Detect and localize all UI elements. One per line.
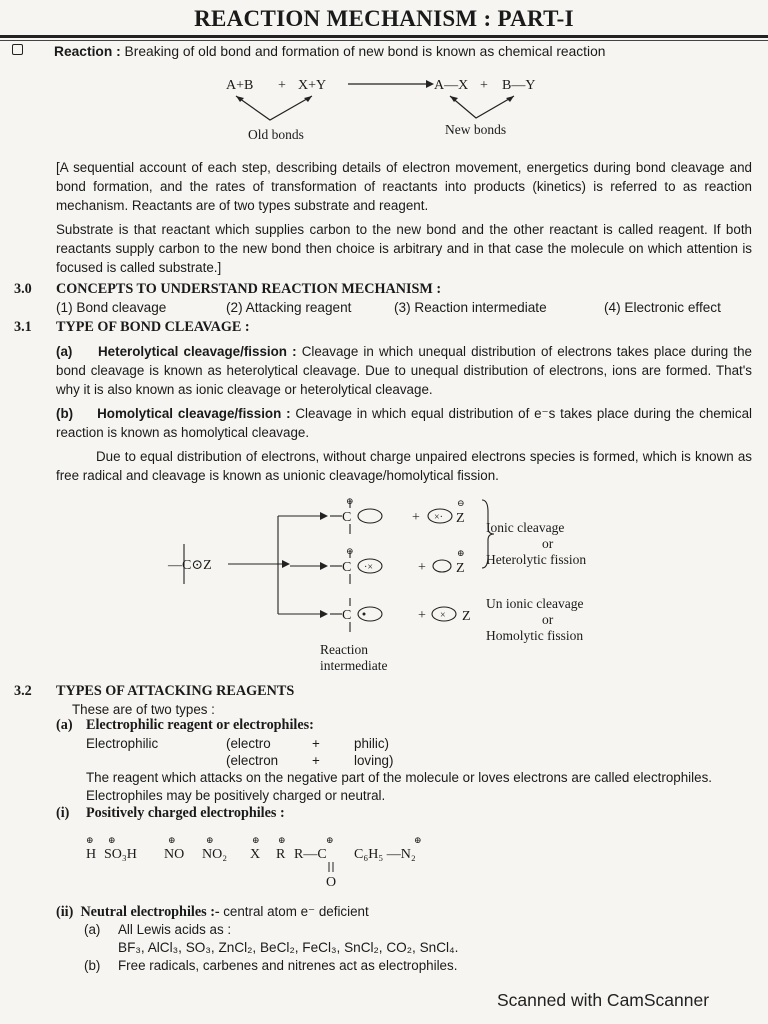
carbon-atom: C — [342, 510, 352, 525]
homolytic-fission-label: Homolytic fission — [486, 628, 584, 643]
plus-sign: + — [418, 608, 426, 623]
reaction-label: Reaction — [320, 642, 368, 657]
electrophile-r: R — [276, 847, 286, 862]
ionic-cleavage-label: Ionic cleavage — [486, 520, 565, 535]
item-label: (i) — [56, 805, 70, 821]
bond-cleavage-diagram — [160, 494, 620, 674]
reaction-definition: Breaking of old bond and formation of new bond is known as chemical reaction — [124, 44, 606, 59]
types-intro: These are of two types : — [72, 702, 215, 717]
concept-item: (1) Bond cleavage — [56, 300, 167, 315]
etymology-part: philic) — [354, 736, 389, 751]
positive-charge-icon: ⊕ — [168, 835, 176, 845]
old-bonds-label: Old bonds — [248, 127, 304, 142]
item-label: (a) — [84, 922, 101, 937]
etymology-part: (electro — [226, 736, 271, 751]
product-ax: A—X — [434, 78, 469, 93]
unionic-cleavage-label: Un ionic cleavage — [486, 596, 584, 611]
item-label: (a) — [56, 717, 73, 733]
reactant-c-z: —C⊙Z — [168, 558, 212, 573]
empty-orbital-icon — [358, 509, 382, 523]
electrophile-no: NO — [164, 847, 185, 862]
negative-charge-icon: ⊖ — [346, 546, 354, 556]
etymology-word: Electrophilic — [86, 736, 159, 751]
positive-electrophiles-formula — [80, 830, 440, 892]
intro-paragraph-1: [A sequential account of each step, describing details of electron movement, energetics during bond cleavage and bond formation, and the rates of transformation of reactants into products (kinetics) is referred to as reaction mechanism. Reactants are of two types substrate and reagent. — [56, 160, 752, 213]
free-radical-paragraph: Due to equal distribution of electrons, without charge unpaired electrons species is formed, which is known as free radical and cleavage is known as unionic cleavage/homolytical fission. — [56, 449, 752, 483]
electron-dot: × — [440, 610, 446, 621]
positive-charge-icon: ⊕ — [414, 835, 422, 845]
old-bonds-arrows — [236, 96, 312, 120]
arrowhead — [320, 512, 328, 520]
homolytic-paragraph — [56, 404, 752, 442]
page-title: REACTION MECHANISM : PART-I — [194, 6, 574, 31]
empty-orbital-icon — [433, 560, 451, 572]
electrophile-diazonium: C₆H₅ —N₂ — [354, 847, 416, 862]
electron-dot — [363, 613, 366, 616]
arrowhead — [506, 96, 514, 102]
lewis-acids-intro: All Lewis acids as : — [118, 922, 232, 937]
etymology-plus: + — [312, 753, 320, 768]
section-number: 3.0 — [14, 281, 32, 297]
item-label: (b) — [56, 406, 74, 421]
title-rule — [0, 35, 768, 38]
z-anion: Z — [456, 511, 465, 526]
item-label: (b) — [84, 958, 101, 973]
electrophile-acylium: R—C — [294, 847, 327, 862]
concept-item: (4) Electronic effect — [604, 300, 721, 315]
bond-equation-diagram — [200, 62, 580, 146]
product-by: B—Y — [502, 78, 536, 93]
new-bonds-arrows — [450, 96, 514, 118]
z-radical: Z — [462, 609, 471, 624]
camscanner-watermark: Scanned with CamScanner — [497, 990, 710, 1010]
positive-charge-icon: ⊕ — [278, 835, 286, 845]
homolytic-title: Homolytical cleavage/fission : — [97, 406, 291, 421]
half-filled-orbital-icon — [358, 607, 382, 621]
positive-charge-icon: ⊕ — [326, 835, 334, 845]
positive-charge-icon: ⊕ — [346, 496, 354, 506]
reaction-arrowhead — [426, 80, 434, 88]
electrophile-so3h: SO₃H — [104, 847, 137, 862]
electrophile-x: X — [250, 847, 261, 862]
positive-charge-icon: ⊕ — [206, 835, 214, 845]
plus-sign: + — [412, 510, 420, 525]
reaction-definition-line — [54, 42, 605, 61]
oxygen-atom: O — [326, 875, 337, 890]
electrophile-types: Electrophiles may be positively charged or neutral. — [86, 788, 386, 803]
electrophile-heading: Electrophilic reagent or electrophiles: — [86, 717, 314, 733]
or-label: or — [542, 536, 554, 551]
or-label: or — [542, 612, 554, 627]
positive-charge-icon: ⊕ — [108, 835, 116, 845]
intro-paragraph-2: Substrate is that reactant which supplies carbon to the new bond and the other reactant is called reagent. If both reactants supply carbon to the new bond then choice is arbitrary and in that case the molecule on which attention is focused is called substrate.] — [56, 222, 752, 275]
concept-item: (3) Reaction intermediate — [394, 300, 547, 315]
plus-sign: + — [480, 78, 488, 93]
electron-pair: ·× — [364, 562, 373, 573]
carbon-atom: C — [342, 608, 352, 623]
heterolytic-paragraph — [56, 342, 752, 399]
section-heading: CONCEPTS TO UNDERSTAND REACTION MECHANISM : — [56, 281, 442, 297]
z-cation: Z — [456, 561, 465, 576]
item-label: (ii) — [56, 904, 74, 920]
title-rule-thin — [0, 40, 768, 41]
section-heading: TYPE OF BOND CLEAVAGE : — [56, 319, 250, 335]
section-number: 3.2 — [14, 683, 32, 699]
neutral-electrophiles-heading: Neutral electrophiles :- — [80, 904, 220, 920]
section-heading: TYPES OF ATTACKING REAGENTS — [56, 683, 295, 699]
reactant-ab: A+B — [226, 78, 254, 93]
etymology-plus: + — [312, 736, 320, 751]
checkbox-bullet-icon — [12, 44, 23, 55]
positive-electrophiles-heading: Positively charged electrophiles : — [86, 805, 285, 821]
positive-charge-icon: ⊕ — [457, 548, 465, 558]
electron-pair: ×· — [434, 512, 443, 523]
positive-charge-icon: ⊕ — [86, 835, 94, 845]
electrophile-no2: NO₂ — [202, 847, 228, 862]
arrowhead — [282, 560, 290, 568]
neutral-electrophiles-line — [56, 902, 369, 922]
negative-charge-icon: ⊖ — [457, 498, 465, 508]
neutral-electrophiles-text: central atom e⁻ deficient — [223, 904, 369, 919]
etymology-part: loving) — [354, 753, 394, 768]
reactant-xy: X+Y — [298, 78, 327, 93]
electrophile-definition: The reagent which attacks on the negative part of the molecule or loves electrons are called electrophiles. — [86, 770, 712, 785]
homolytic-text: Cleavage in which equal distribution of e⁻s takes place during the chemical reaction is known as homolytical cleavage. — [56, 406, 752, 440]
free-radicals-text: Free radicals, carbenes and nitrenes act as electrophiles. — [118, 958, 458, 973]
arrowhead — [320, 610, 328, 618]
arrowhead — [320, 562, 328, 570]
item-label: (a) — [56, 344, 73, 359]
electrophile-h: H — [86, 847, 97, 862]
new-bonds-label: New bonds — [445, 122, 507, 137]
heterolytic-text: Cleavage in which unequal distribution of electrons takes place during the bond cleavage is known as heterolytical cleavage. Due to unequal distribution of electrons, ions are formed. That's why it is also known as ionic cleavage or heterolytical cleavage. — [56, 344, 752, 397]
lewis-acids-list: BF₃, AlCl₃, SO₃, ZnCl₂, BeCl₂, FeCl₃, SnCl₂, CO₂, SnCl₄. — [118, 940, 459, 955]
section-number: 3.1 — [14, 319, 32, 335]
arrowhead — [304, 96, 312, 102]
plus-sign: + — [418, 560, 426, 575]
carbon-atom: C — [342, 560, 352, 575]
concept-item: (2) Attacking reagent — [226, 300, 352, 315]
reaction-label: Reaction : — [54, 44, 121, 59]
etymology-part: (electron — [226, 753, 279, 768]
heterolytic-title: Heterolytical cleavage/fission : — [98, 344, 297, 359]
plus-sign: + — [278, 78, 286, 93]
positive-charge-icon: ⊕ — [252, 835, 260, 845]
heterolytic-fission-label: Heterolytic fission — [486, 552, 587, 567]
intermediate-label: intermediate — [320, 658, 388, 673]
